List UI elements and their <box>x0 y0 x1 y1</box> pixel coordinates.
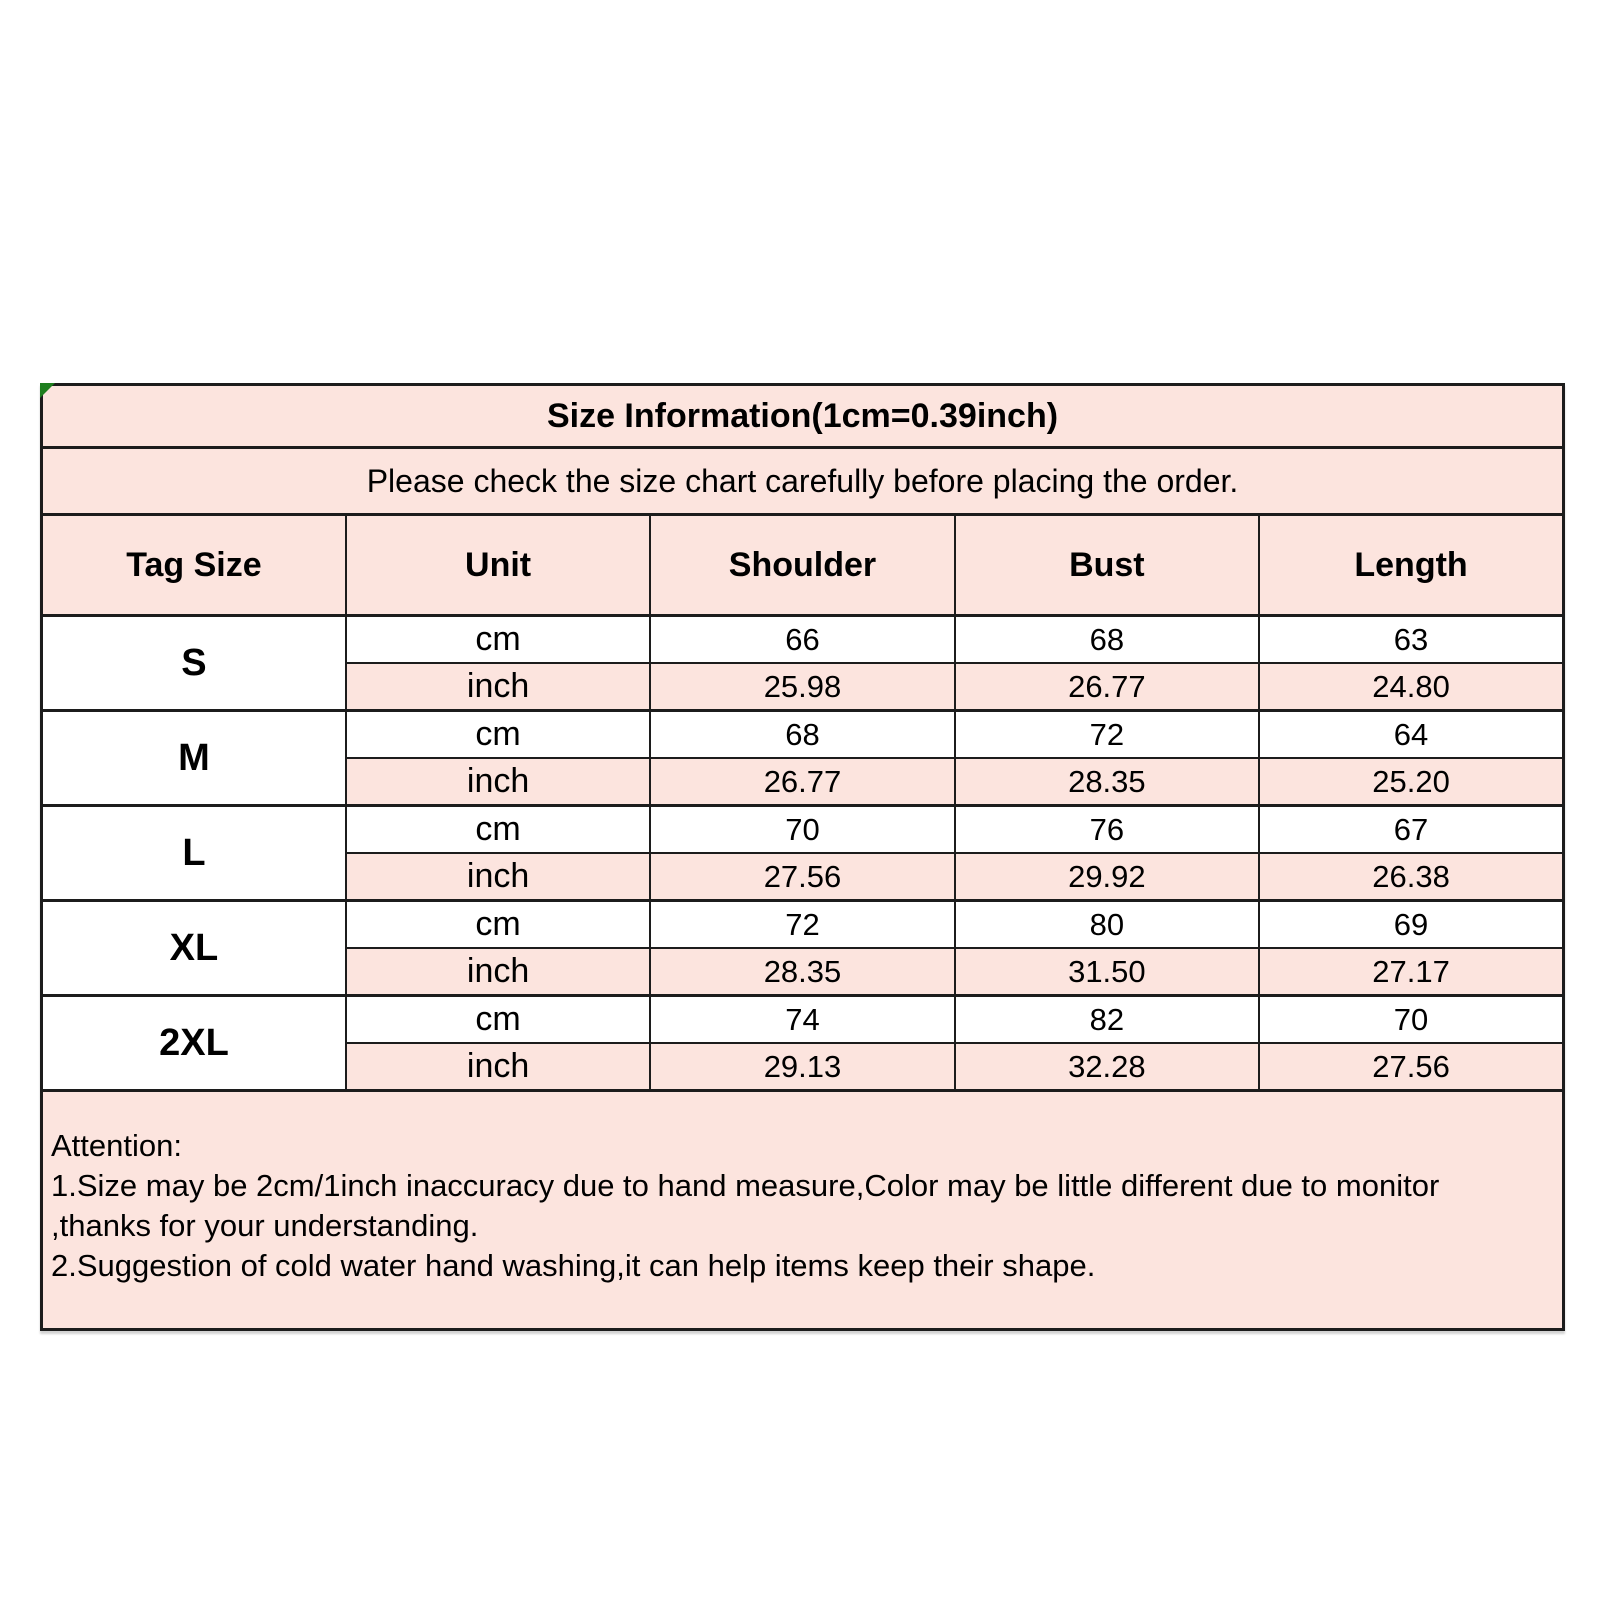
size-row-xl-cm <box>42 901 1564 949</box>
length-value-cell: 26.38 <box>1259 853 1563 901</box>
attention-line: ,thanks for your understanding. <box>51 1208 479 1243</box>
column-header-unit: Unit <box>346 515 650 616</box>
tag-size-cell: S <box>42 616 346 711</box>
shoulder-value-cell: 28.35 <box>650 948 954 996</box>
header-row <box>42 515 1564 616</box>
attention-line: 2.Suggestion of cold water hand washing,it can help items keep their shape. <box>51 1248 1096 1283</box>
shoulder-value-cell: 25.98 <box>650 663 954 711</box>
size-row-s-cm <box>42 616 1564 664</box>
bust-value-cell: 76 <box>955 806 1259 854</box>
shoulder-value-cell: 27.56 <box>650 853 954 901</box>
shoulder-value-cell: 26.77 <box>650 758 954 806</box>
length-value-cell: 64 <box>1259 711 1563 759</box>
bust-value-cell: 68 <box>955 616 1259 664</box>
green-corner-marker-icon <box>40 383 55 398</box>
shoulder-value-cell: 29.13 <box>650 1043 954 1091</box>
attention-row <box>42 1091 1564 1330</box>
shoulder-value-cell: 68 <box>650 711 954 759</box>
bust-value-cell: 29.92 <box>955 853 1259 901</box>
bust-value-cell: 72 <box>955 711 1259 759</box>
length-value-cell: 67 <box>1259 806 1563 854</box>
unit-cell: inch <box>346 663 650 711</box>
length-value-cell: 27.56 <box>1259 1043 1563 1091</box>
attention-line: 1.Size may be 2cm/1inch inaccuracy due to hand measure,Color may be little different due to monitor <box>51 1168 1440 1203</box>
size-row-m-cm <box>42 711 1564 759</box>
shoulder-value-cell: 70 <box>650 806 954 854</box>
bust-value-cell: 32.28 <box>955 1043 1259 1091</box>
size-row-2xl-cm <box>42 996 1564 1044</box>
bust-value-cell: 80 <box>955 901 1259 949</box>
length-value-cell: 63 <box>1259 616 1563 664</box>
column-header-length: Length <box>1259 515 1563 616</box>
length-value-cell: 27.17 <box>1259 948 1563 996</box>
tag-size-cell: M <box>42 711 346 806</box>
unit-cell: inch <box>346 1043 650 1091</box>
shoulder-value-cell: 66 <box>650 616 954 664</box>
tag-size-cell: XL <box>42 901 346 996</box>
table-subtitle: Please check the size chart carefully before placing the order. <box>42 448 1564 515</box>
unit-cell: cm <box>346 901 650 949</box>
tag-size-cell: L <box>42 806 346 901</box>
shoulder-value-cell: 72 <box>650 901 954 949</box>
length-value-cell: 70 <box>1259 996 1563 1044</box>
bust-value-cell: 82 <box>955 996 1259 1044</box>
length-value-cell: 25.20 <box>1259 758 1563 806</box>
bust-value-cell: 28.35 <box>955 758 1259 806</box>
unit-cell: cm <box>346 711 650 759</box>
column-header-shoulder: Shoulder <box>650 515 954 616</box>
shoulder-value-cell: 74 <box>650 996 954 1044</box>
attention-note <box>42 1091 1564 1330</box>
column-header-bust: Bust <box>955 515 1259 616</box>
column-header-tag-size: Tag Size <box>42 515 346 616</box>
unit-cell: cm <box>346 996 650 1044</box>
unit-cell: inch <box>346 758 650 806</box>
tag-size-cell: 2XL <box>42 996 346 1091</box>
size-row-l-cm <box>42 806 1564 854</box>
length-value-cell: 69 <box>1259 901 1563 949</box>
unit-cell: inch <box>346 948 650 996</box>
bust-value-cell: 26.77 <box>955 663 1259 711</box>
unit-cell: cm <box>346 616 650 664</box>
bust-value-cell: 31.50 <box>955 948 1259 996</box>
length-value-cell: 24.80 <box>1259 663 1563 711</box>
subtitle-row <box>42 448 1564 515</box>
size-chart-table <box>40 383 1565 1331</box>
unit-cell: cm <box>346 806 650 854</box>
title-row <box>42 385 1564 448</box>
unit-cell: inch <box>346 853 650 901</box>
attention-heading: Attention: <box>51 1128 182 1163</box>
table-title: Size Information(1cm=0.39inch) <box>42 385 1564 448</box>
